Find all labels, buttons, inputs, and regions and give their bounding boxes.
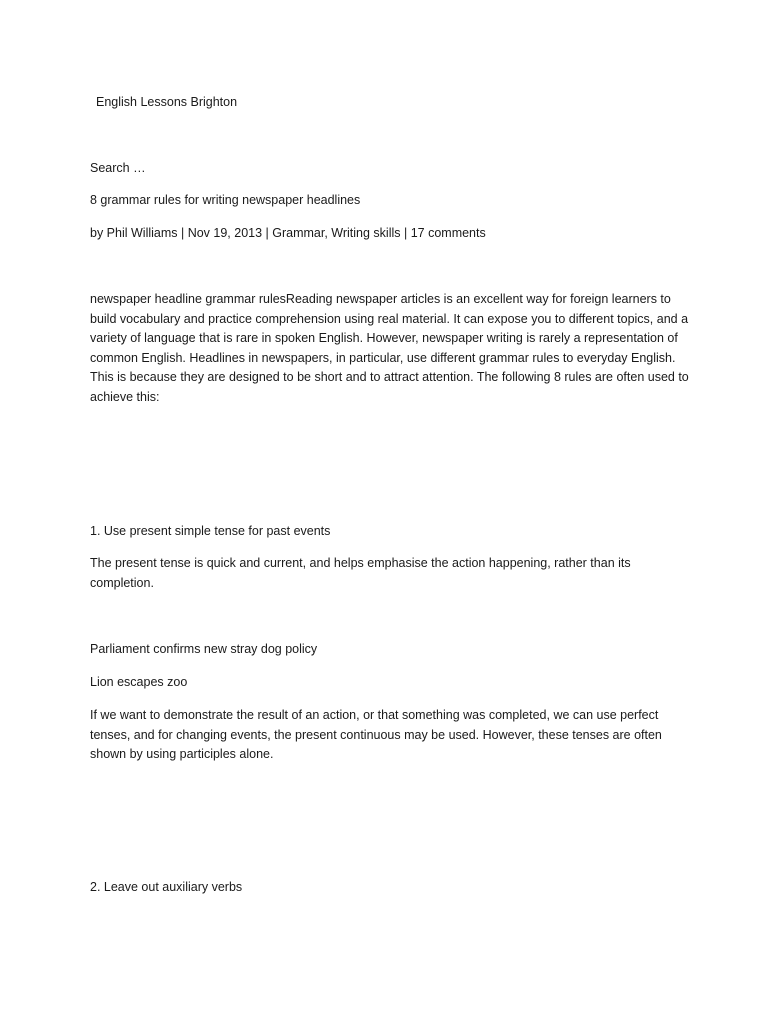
article-meta: by Phil Williams | Nov 19, 2013 | Grammar, Writing skills | 17 comments	[90, 226, 486, 240]
article-title: 8 grammar rules for writing newspaper headlines	[90, 193, 361, 207]
site-title[interactable]: English Lessons Brighton	[96, 95, 238, 109]
rule-2-heading: 2. Leave out auxiliary verbs	[90, 880, 243, 894]
intro-paragraph: newspaper headline grammar rulesReading newspaper articles is an excellent way for foreign learners to build vocabulary and practice comprehension using real material. It can expose you to different topics, and a variety of language that is rare in spoken English. However, newspaper writing is rarely a representation of common English. Headlines in newspapers, in particular, use different grammar rules to everyday English. This is because they are designed to be short and to attract attention. The following 8 rules are often used to achieve this:	[90, 292, 689, 404]
rule-1-more-paragraph: If we want to demonstrate the result of an action, or that something was completed, we can use perfect tenses, and for changing events, the present continuous may be used. However, these tenses are often shown by using participles alone.	[90, 708, 662, 761]
search-link[interactable]: Search …	[90, 161, 146, 175]
rule-1-paragraph: The present tense is quick and current, and helps emphasise the action happening, rather than its completion.	[90, 556, 631, 590]
rule-1-heading: 1. Use present simple tense for past events	[90, 524, 331, 538]
example-headline-1: Parliament confirms new stray dog policy	[90, 642, 318, 656]
example-headline-2: Lion escapes zoo	[90, 675, 188, 689]
